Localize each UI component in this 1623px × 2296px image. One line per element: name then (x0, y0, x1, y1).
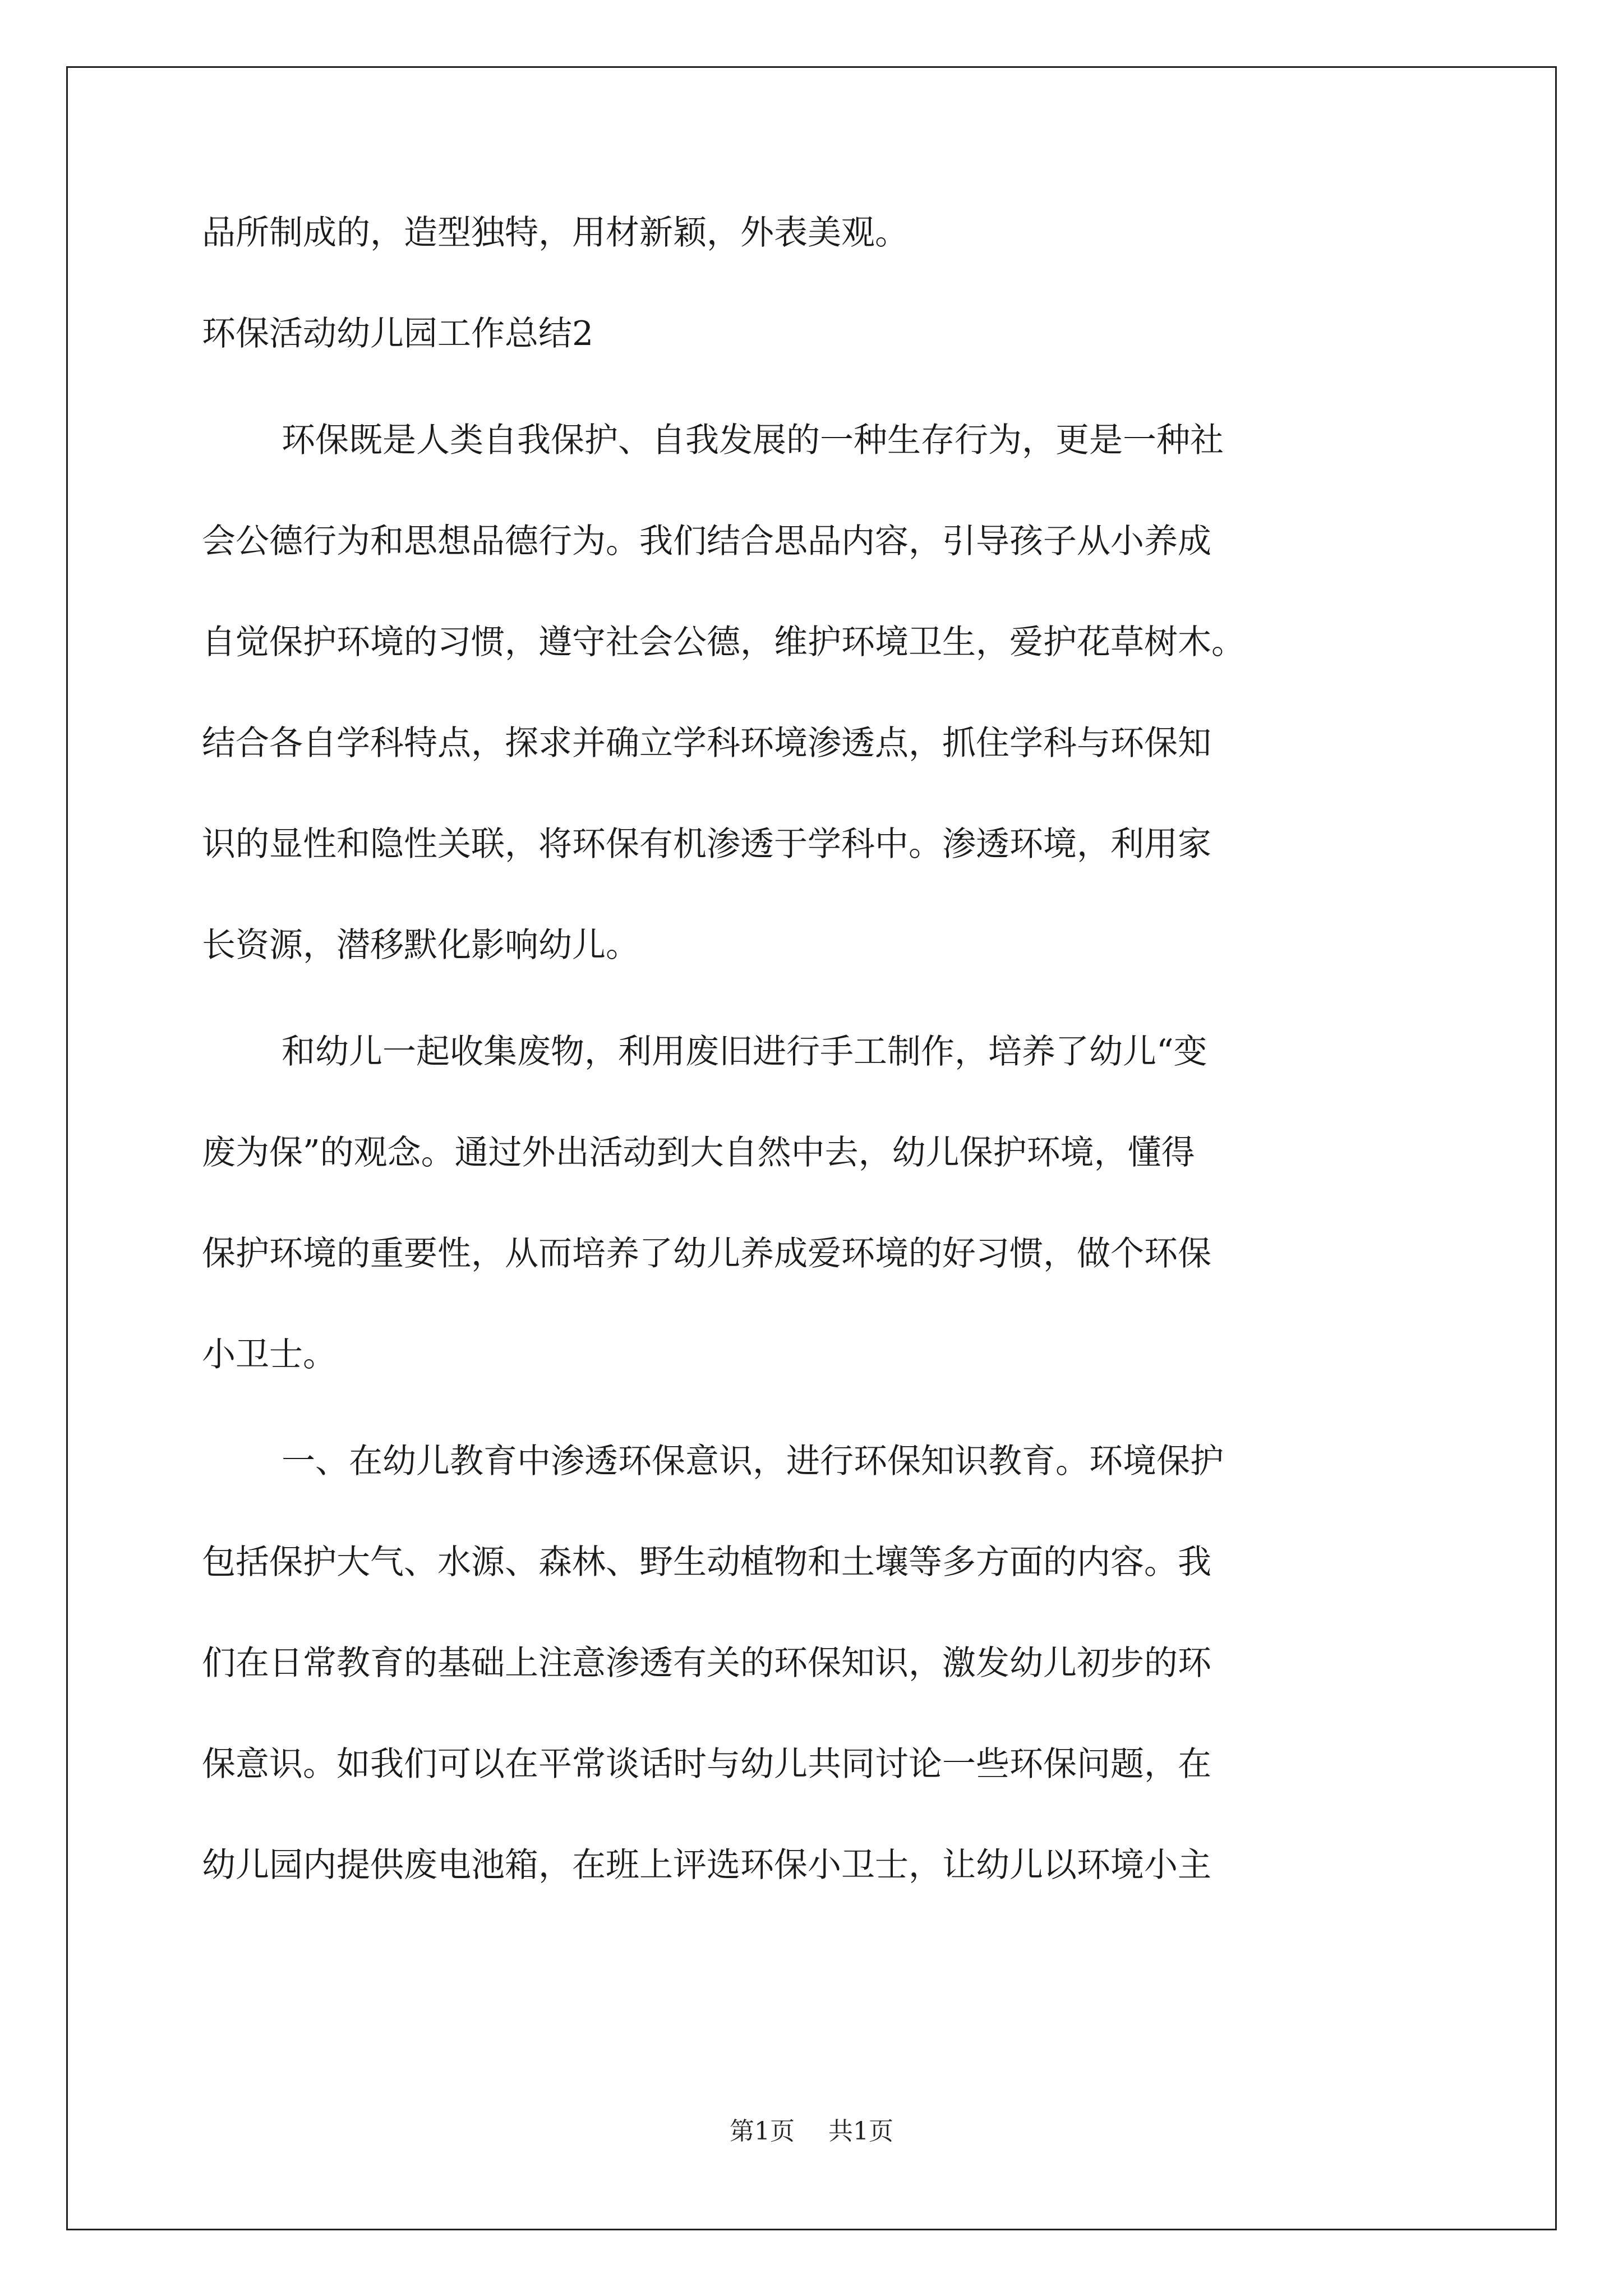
text-line: 会公德行为和思想品德行为。我们结合思品内容，引导孩子从小养成 (202, 522, 1211, 561)
text-line: 自觉保护环境的习惯，遵守社会公德，维护环境卫生，爱护花草树木。 (202, 623, 1245, 662)
section-heading: 环保活动幼儿园工作总结2 (202, 314, 594, 353)
text-line: 结合各自学科特点，探求并确立学科环境渗透点，抓住学科与环保知 (202, 724, 1211, 763)
text-line: 们在日常教育的基础上注意渗透有关的环保知识，激发幼儿初步的环 (202, 1644, 1211, 1683)
text-line: 废为保”的观念。通过外出活动到大自然中去，幼儿保护环境，懂得 (202, 1133, 1195, 1172)
text-line: 和幼儿一起收集废物，利用废旧进行手工制作，培养了幼儿“变 (282, 1032, 1207, 1071)
page-footer (0, 2115, 1623, 2148)
text-line: 保意识。如我们可以在平常谈话时与幼儿共同讨论一些环保问题，在 (202, 1745, 1211, 1784)
text-line: 品所制成的，造型独特，用材新颖，外表美观。 (202, 213, 909, 252)
text-line: 一、在幼儿教育中渗透环保意识，进行环保知识教育。环境保护 (282, 1442, 1224, 1481)
text-line: 包括保护大气、水源、森林、野生动植物和土壤等多方面的内容。我 (202, 1543, 1211, 1582)
text-line: 幼儿园内提供废电池箱，在班上评选环保小卫士，让幼儿以环境小主 (202, 1846, 1211, 1885)
text-line: 识的显性和隐性关联，将环保有机渗透于学科中。渗透环境，利用家 (202, 825, 1211, 864)
page-number: 第1页 (730, 2117, 795, 2146)
text-line: 长资源，潜移默化影响幼儿。 (202, 926, 639, 965)
text-line: 环保既是人类自我保护、自我发展的一种生存行为，更是一种社 (282, 421, 1224, 460)
text-line: 保护环境的重要性，从而培养了幼儿养成爱环境的好习惯，做个环保 (202, 1234, 1211, 1273)
text-line: 小卫士。 (202, 1335, 336, 1374)
page-total: 共1页 (828, 2117, 893, 2146)
